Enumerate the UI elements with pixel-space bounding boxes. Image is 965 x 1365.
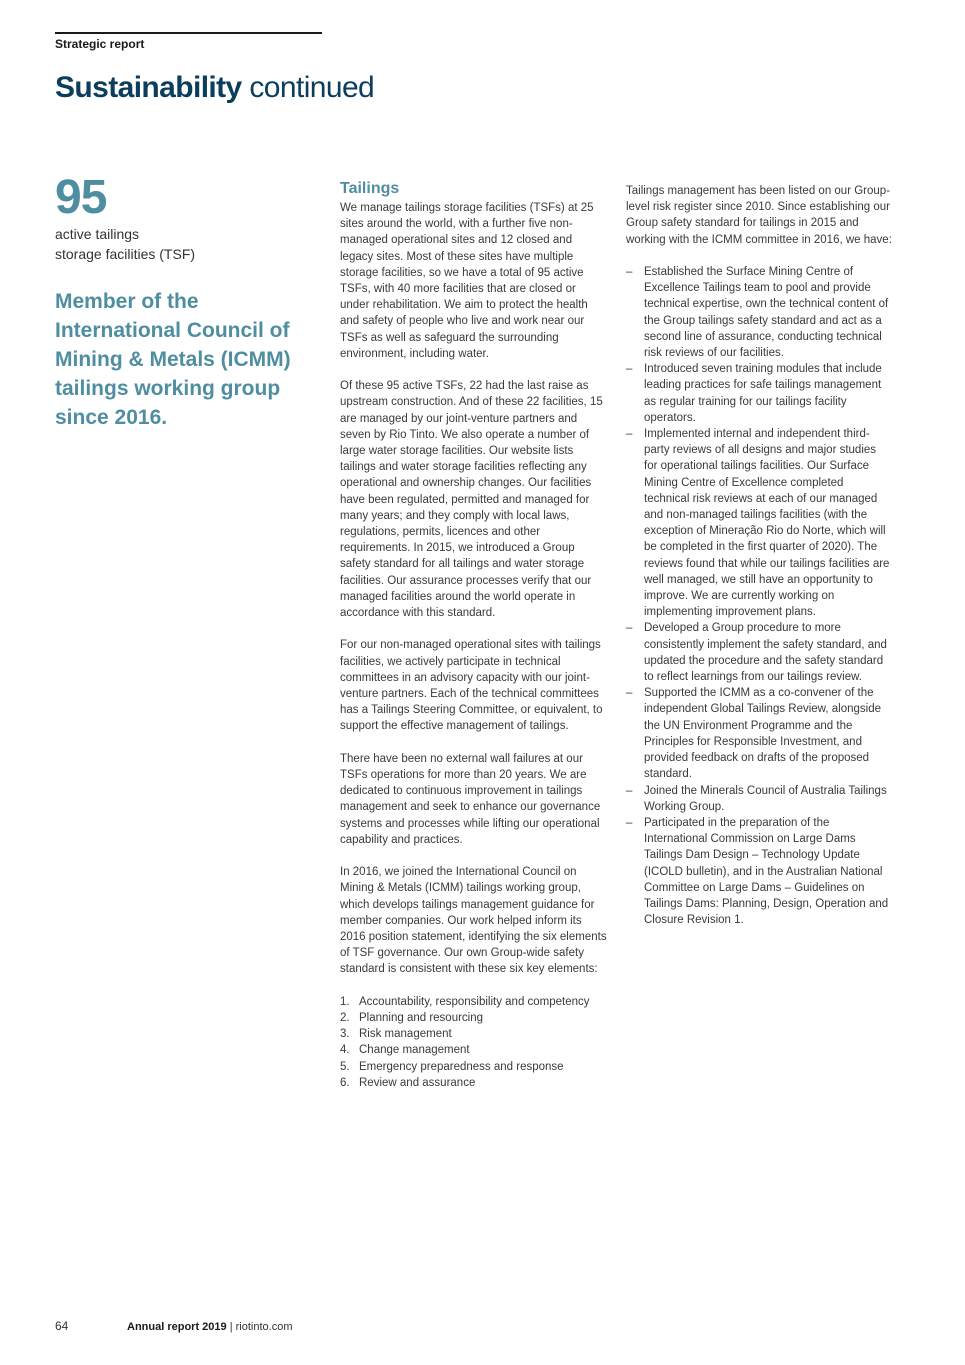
stat-label-line-2: storage facilities (TSF) [55,246,196,262]
footer-report [127,1319,292,1335]
tsf-elements-list [340,994,608,1091]
main-column [340,178,608,1091]
paragraph: Of these 95 active TSFs, 22 had the last raise as upstream construction. And of these 22 facilities, 15 are managed by our joint-venture partners and seven by Rio Tinto. We also operate a number of large water storage facilities. Our website lists tailings and water storage facilities reflecting any operational and ownership changes. Our facilities have been regulated, permitted and managed for many years; and they comply with local laws, regulations, permits, licences and other requirements. In 2015, we introduced a Group safety standard for all tailings and water storage facilities. Our assurance processes verify that our managed facilities around the world operate in accordance with this standard. [340,380,603,620]
list-item [626,815,892,928]
list-text: Developed a Group procedure to more consistently implement the safety standard, and updated the procedure and the safety standard to reflect learnings from our tailings review. [644,622,887,684]
list-item [626,783,892,815]
page-title-bold: Sustainability [55,71,242,104]
list-text: Planning and resourcing [359,1012,484,1025]
list-item [626,361,892,426]
paragraph: In 2016, we joined the International Council on Mining & Metals (ICMM) tailings working group, which develops tailings management guidance for member companies. Our work helped inform its 2016 position statement, identifying the six elements of TSF governance. Our own Group-wide safety standard is consistent with these six key elements: [340,866,607,976]
list-text: Change management [359,1044,470,1057]
paragraph: There have been no external wall failures at our TSFs operations for more than 20 years. We are dedicated to continuous improvement in tailings management and seek to enhance our governance systems and processes while lifting our operational capability and practices. [340,752,601,846]
stat-label-line-1: active tailings [55,226,140,242]
page-title-continued: continued [249,71,375,104]
paragraph: We manage tailings storage facilities (TSFs) at 25 sites around the world, with a further five non-managed operational sites and 12 closed and legacy sites. Most of these sites have multiple storage facilities, so we have a total of 95 active TSFs, with 40 more facilities that are closed or under rehabilitation. We aim to protect the health and safety of people who live and work near our TSFs as well as safeguard the surrounding environment, including water. [340,202,594,360]
list-item [340,1010,608,1026]
list-text: Participated in the preparation of the International Commission on Large Dams Tailings Dam Design – Technology Update (ICOLD bulletin), and in the Australian National Committee on Large Dams – Guidelines on Tailings Dams: Planning, Design, Operation and Closure Revision 1. [644,816,889,927]
header-rule [55,32,322,34]
list-text: Review and assurance [359,1076,476,1089]
list-number: 2. [340,1012,350,1025]
dash-bullet: – [626,622,633,635]
stat-value: 95 [55,171,107,224]
actions-list [626,264,892,928]
list-item [626,426,892,620]
list-item [340,1075,608,1091]
section-label: Strategic report [55,37,145,51]
list-number: 1. [340,995,350,1008]
paragraph: For our non-managed operational sites with tailings facilities, we actively participate in technical committees in an advisory capacity with our joint-venture partners. Each of the technical committees has a Tailings Steering Committee, or equivalent, to support the effective management of tailings. [340,639,603,733]
list-number: 3. [340,1028,350,1041]
list-item [340,1026,608,1042]
dash-bullet: – [626,428,633,441]
list-item [340,1042,608,1058]
dash-bullet: – [626,816,633,829]
page-number: 64 [55,1319,69,1333]
list-item [626,264,892,361]
list-text: Introduced seven training modules that include leading practices for safe tailings management as regular training for our tailings facility operators. [644,363,882,424]
page-title [55,70,374,106]
list-text: Supported the ICMM as a co-convener of the independent Global Tailings Review, alongside the UN Environment Programme and the Principles for Responsible Investment, and provided feedback on drafts of the proposed standard. [644,687,881,781]
website-link[interactable]: riotinto.com [235,1321,293,1333]
list-text: Established the Surface Mining Centre of Excellence Tailings team to pool and provide technical expertise, own the technical content of the Group tailings safety standard and act as a second line of assurance, conducting technical risk reviews of our facilities. [644,266,889,360]
list-text: Risk management [359,1028,452,1041]
dash-bullet: – [626,784,633,797]
list-number: 4. [340,1044,350,1057]
list-text: Accountability, responsibility and competency [359,995,590,1008]
list-text: Implemented internal and independent third-party reviews of all designs and major studies for operational tailings facilities. Our Surface Mining Centre of Excellence completed technical risk reviews at each of our managed and non-managed tailings facilities (with the exception of Mineração Rio do Norte, which will be completed in the first quarter of 2020). The reviews found that while our tailings facilities are well managed, we still have an opportunity to improve. We are currently working on implementing improvement plans. [644,428,890,619]
list-text: Emergency preparedness and response [359,1060,564,1073]
report-label: Annual report 2019 [127,1321,227,1333]
intro-paragraph: Tailings management has been listed on our Group-level risk register since 2010. Since establishing our Group safety standard for tailings in 2015 and working with the ICMM committee in 2016, we have: [626,185,892,246]
dash-bullet: – [626,687,633,700]
list-text: Joined the Minerals Council of Australia Tailings Working Group. [644,784,887,813]
dash-bullet: – [626,266,633,278]
stat-label [55,224,285,264]
list-number: 6. [340,1076,350,1089]
list-item [340,1059,608,1075]
right-column [626,183,892,928]
dash-bullet: – [626,363,633,376]
list-item [626,685,892,782]
list-item [340,994,608,1010]
section-heading: Tailings [340,180,400,197]
list-item [626,620,892,685]
list-number: 5. [340,1060,350,1073]
footer-separator: | [229,1321,233,1333]
callout-text: Member of the International Council of Mining & Metals (ICMM) tailings working group since 2016. [55,290,291,429]
